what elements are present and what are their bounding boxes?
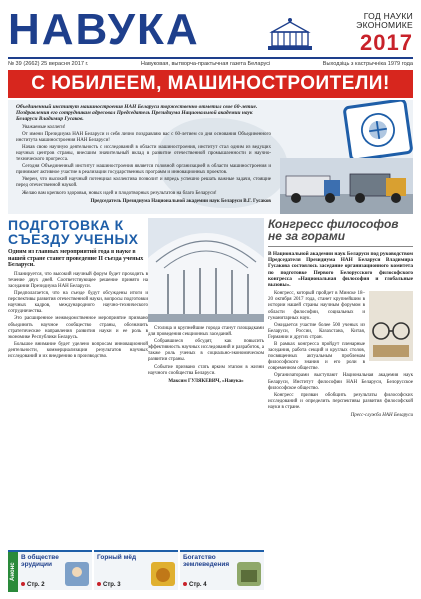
lead-paragraph: Желаю вам крепкого здоровья, новых идей и плодотворных результатов на благо Беларуси! <box>22 190 217 196</box>
newspaper-logo[interactable]: НАВУКА <box>8 5 200 54</box>
article-body <box>8 272 148 360</box>
lead-article-text <box>16 104 271 205</box>
glasses-photo <box>369 291 413 361</box>
article-title[interactable]: ПОДГОТОВКА К СЪЕЗДУ УЧЕНЫХ <box>8 217 139 247</box>
academy-building-icon <box>262 14 318 54</box>
congress-hall-photo <box>148 218 264 322</box>
teaser-thumbnail <box>151 562 175 586</box>
article-body <box>148 326 264 385</box>
institute-emblem-image <box>342 100 413 162</box>
teaser-page: Стр. 3 <box>97 582 121 588</box>
article-intro: В Национальной академии наук Беларуси под руководством Председателя Президиума НАН Беларуси Владимира Гусакова состоялось заседание организационного комитета по подготовке Первого Белорусского философского конгресса «Национальная философия и глобальные вызовы». <box>268 251 413 289</box>
article-paragraph: Собравшиеся обсудят, как повысить эффективность научных исследований и разработок, а также роль ученых в социально-экономическом развитии страны. <box>148 339 264 363</box>
article-paragraph: Событие призвано стать ярким этапом в жизни научного сообщества Беларуси. <box>148 364 264 376</box>
article-title[interactable]: Конгресс философов не за горами <box>268 217 399 243</box>
teaser-strip <box>8 550 264 590</box>
lead-intro: Объединенный институт машиностроения НАН Беларуси торжественно отметил свое 60-летие. Поздравления его сотрудникам адресовал Председатель Президиума Национальной академии наук Беларуси Владимир Гусаков. <box>16 104 258 123</box>
article-paragraph: Конгресс, который пройдет в Минске 18–20 октября 2017 года, станет крупнейшим в истории нашей страны научным форумом в области философии, социальных и гуманитарных наук. <box>268 291 365 321</box>
teaser-thumbnail <box>237 562 261 586</box>
article-paragraph: Большое внимание будет уделено вопросам инновационной деятельности, коммерциализации результатов научных исследований и их внедрению в производство. <box>8 341 148 359</box>
article-paragraph: В рамках конгресса пройдут пленарные заседания, работа секций и круглых столов, посвященных актуальным проблемам философского знания и его роли в современном обществе. <box>268 341 365 372</box>
year-of-science-tagline: ГОД НАУКИ ЭКОНОМИКЕ <box>356 11 413 30</box>
bullet-icon <box>97 582 101 586</box>
article-congress-continued <box>148 218 264 548</box>
article-paragraph: Планируется, что высокий научный форум будет проходить в течение двух дней. Соответствующее решение принято на заседании Президиума НАН Беларуси. <box>8 271 148 289</box>
article-paragraph: Ожидается участие более 500 ученых из Беларуси, России, Казахстана, Китая, Германии и других стран. <box>268 322 365 340</box>
lead-paragraph: Уверен, что высокий научный потенциал коллектива позволит и впредь успешно решать важные задачи, стоящие перед отечественной наукой. <box>16 177 271 189</box>
article-signature: Пресс-служба НАН Беларуси <box>350 413 413 418</box>
teaser-item[interactable] <box>8 550 92 590</box>
article-paragraph: Столица и крупнейшие города станут площадками для проведения секционных заседаний. <box>148 326 264 338</box>
lead-greeting: Уважаемые коллеги! <box>22 124 66 130</box>
newspaper-description: Навуковая, вытворча-практычная газета Беларусі <box>140 61 271 67</box>
issue-number: № 39 (2662) 25 верасня 2017 г. <box>8 61 89 67</box>
teaser-thumbnail <box>65 562 89 586</box>
teaser-page: Стр. 2 <box>21 582 45 588</box>
headline-banner <box>8 70 413 98</box>
year-label: 2017 <box>360 30 413 55</box>
article-body <box>268 291 413 419</box>
teaser-title: Горный мёд <box>97 554 137 561</box>
divider <box>268 246 413 247</box>
issue-info-line <box>8 57 413 67</box>
lead-article <box>8 100 413 214</box>
machinery-photo <box>280 158 413 214</box>
teaser-item[interactable] <box>180 550 264 590</box>
article-congress-of-scientists <box>8 218 148 548</box>
bullet-icon <box>183 582 187 586</box>
teaser-item[interactable] <box>94 550 178 590</box>
teaser-title: Богатство землеведения <box>183 554 230 568</box>
announce-tag: Анонс <box>8 552 18 592</box>
teaser-title: В обществе эрудиции <box>21 554 59 568</box>
lead-signature: Председатель Президиума Национальной академии наук Беларуси В.Г. Гусаков <box>90 198 271 204</box>
article-paragraph: Организаторами выступают Национальная академия наук Беларуси, Институт философии НАН Беларуси, Белорусское философское общество. <box>268 373 413 391</box>
article-subtitle: Одним из главных мероприятий года в науке в нашей стране станет проведение II съезда ученых Беларуси. <box>8 249 144 269</box>
article-paragraph: Предполагается, что на съезде будут обсуждены итоги и перспективы развития отечественной науки, вопросы подготовки научных кадров, международного научно-технического сотрудничества. <box>8 291 148 315</box>
teaser-page: Стр. 4 <box>183 582 207 588</box>
article-philosophy-congress <box>268 218 413 590</box>
main-headline[interactable]: С ЮБИЛЕЕМ, МАШИНОСТРОИТЕЛИ! <box>31 73 390 94</box>
article-byline: Максим ГУЛЯКЕВИЧ, «Навука» <box>168 378 244 384</box>
lead-paragraph: От имени Президиума НАН Беларуси и себя лично поздравляю вас с 60-летием со дня основания Объединенного института машиностроения НАН Беларуси! <box>16 131 271 143</box>
published-since: Выходзіць з кастрычніка 1979 года <box>322 61 413 67</box>
bullet-icon <box>21 582 25 586</box>
lead-paragraph: Сегодня Объединенный институт машиностроения является головной организацией в области машиностроения и принимает активное участие в реализации государственных программ и инновационных проектов. <box>16 164 271 176</box>
article-paragraph: Конгресс призван обобщить результаты философских исследований и определить перспективы развития философской науки в стране. <box>268 392 413 410</box>
article-paragraph: Это расширенное межведомственное мероприятие призвано объединить научное сообщество страны, обозначить стратегические направления развития науки и ее роль в экономике Республики Беларусь. <box>8 316 148 340</box>
lead-paragraph: Начав свою научную деятельность с исследований в области машиностроения, институт стал одним из ведущих научных центров страны, внесшим значительный вклад в развитие отечественной промышленности и научно-технического прогресса. <box>16 144 271 163</box>
masthead <box>8 6 413 54</box>
